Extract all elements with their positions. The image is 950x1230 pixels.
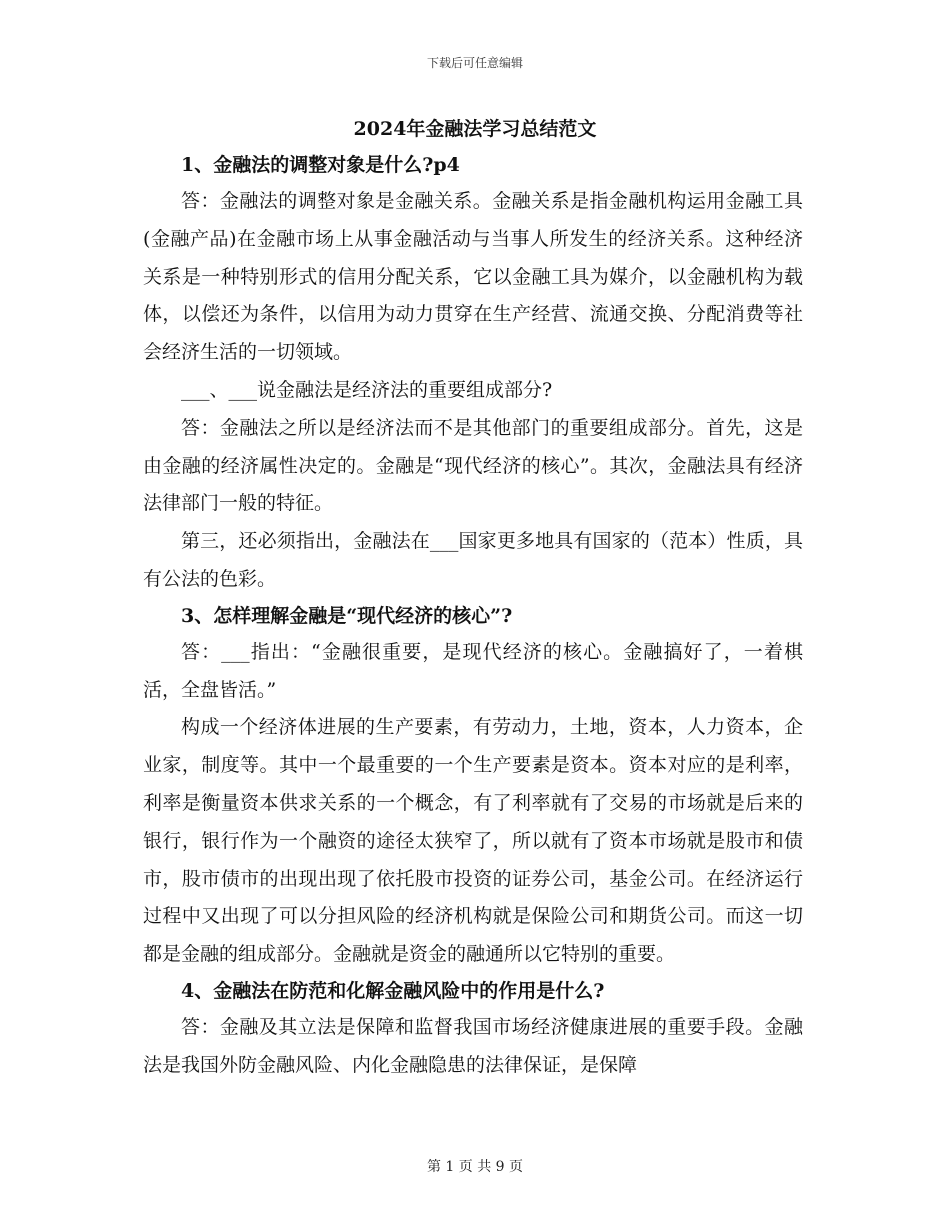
answer-paragraph-3: 答：___指出：“金融很重要，是现代经济的核心。金融搞好了，一着棋活，全盘皆活。” [143, 640, 803, 701]
answer-paragraph-2-third-point: 第三，还必须指出，金融法在___国家更多地具有国家的（范本）性质，具有公法的色彩。 [143, 530, 803, 590]
document-title: 2024年金融法学习总结范文 [353, 118, 597, 140]
answer-paragraph-3-detail: 构成一个经济体进展的生产要素，有劳动力，土地，资本，人力资本，企业家，制度等。其中一个最重要的一个生产要素是资本。资本对应的是利率，利率是衡量资本供求关系的一个概念，有了利率就有了交易的市场就是后来的银行，银行作为一个融资的途径太狭窄了，所以就有了资本市场就是股市和债市，股市债市的出现出现了依托股市投资的证券公司，基金公司。在经济运行过程中又出现了可以分担风险的经济机构就是保险公司和期货公司。而这一切都是金融的组成部分。金融就是资金的融通所以它特别的重要。 [143, 716, 803, 966]
page-number: 第 1 页 共 9 页 [426, 1159, 524, 1175]
header-note: 下载后可任意编辑 [426, 56, 523, 70]
answer-paragraph-1: 答：金融法的调整对象是金融关系。金融关系是指金融机构运用金融工具(金融产品)在金融市场上从事金融活动与当事人所发生的经济关系。这种经济关系是一种特别形式的信用分配关系，它以金融工具为媒介，以金融机构为载体，以偿还为条件，以信用为动力贯穿在生产经营、流通交换、分配消费等社会经济生活的一切领域。 [143, 190, 803, 364]
question-heading-1: 1、金融法的调整对象是什么?p4 [181, 154, 460, 176]
question-line-2: ___、___说金融法是经济法的重要组成部分? [181, 378, 553, 401]
answer-paragraph-2: 答：金融法之所以是经济法而不是其他部门的重要组成部分。首先，这是由金融的经济属性决定的。金融是“现代经济的核心”。其次，金融法具有经济法律部门一般的特征。 [143, 416, 803, 515]
answer-paragraph-4: 答：金融及其立法是保障和监督我国市场经济健康进展的重要手段。金融法是我国外防金融风险、内化金融隐患的法律保证，是保障 [143, 1015, 803, 1076]
question-heading-4: 4、金融法在防范和化解金融风险中的作用是什么? [181, 979, 605, 1002]
document-body [143, 148, 803, 1085]
question-heading-3: 3、怎样理解金融是“现代经济的核心”? [181, 604, 513, 627]
